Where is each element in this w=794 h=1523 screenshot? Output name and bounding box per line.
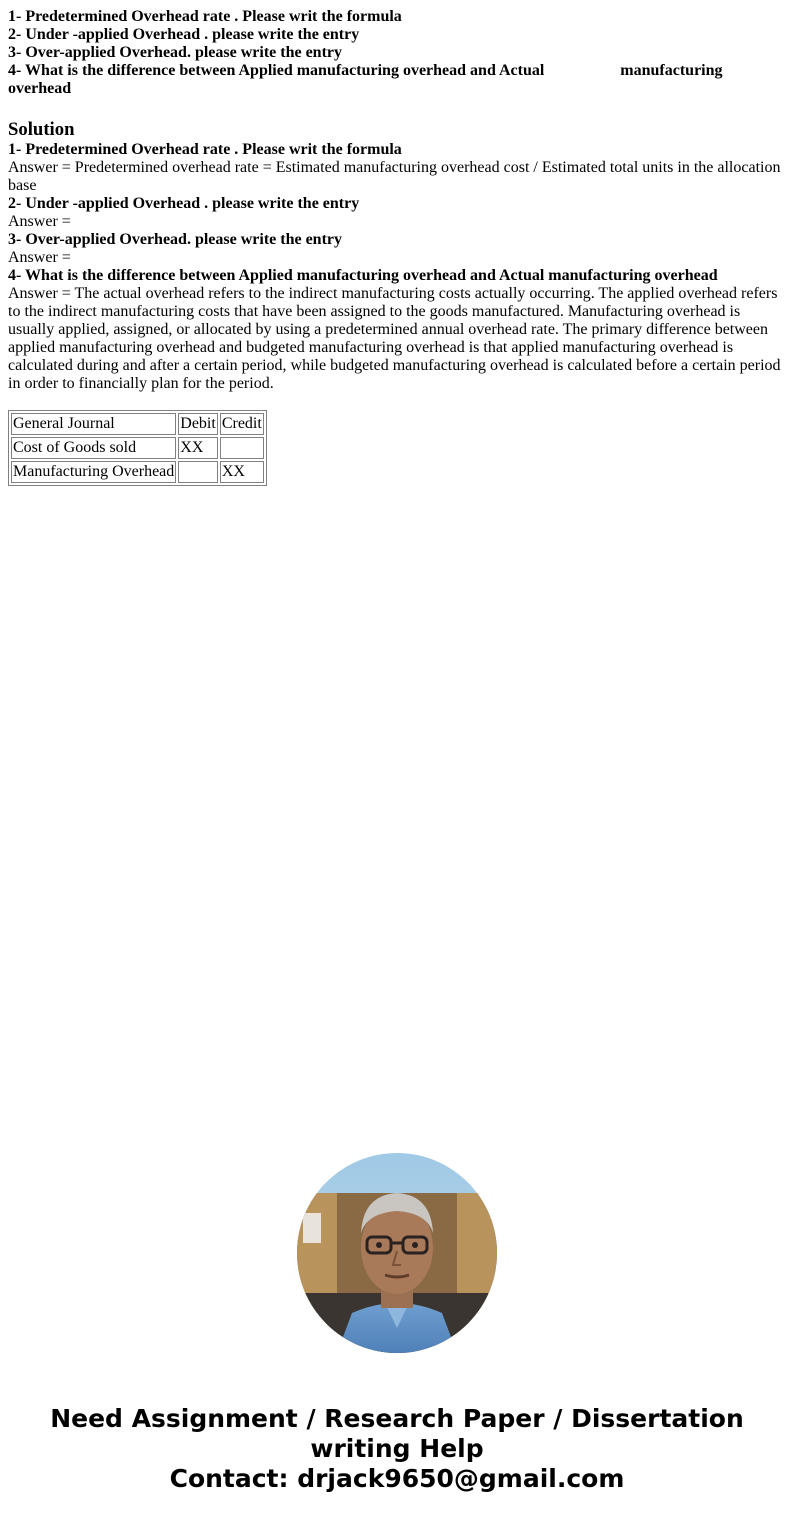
section-4-answer: Answer = The actual overhead refers to the indirect manufacturing costs actually occurring. The applied overhead refers to the indirect manufacturing costs that have been assigned to the goods manufactured. Manufacturing overhead is usually applied, assigned, or allocated by using a predetermined annual overhead rate. The primary difference between applied manufacturing overhead and budgeted manufacturing overhead is that applied manufacturing overhead is calculated during and after a certain period, while budgeted manufacturing overhead is calculated before a certain period in order to financially plan for the period. bbox=[8, 285, 781, 392]
table-header-cell: Debit bbox=[178, 413, 218, 435]
person-photo-icon bbox=[297, 1153, 497, 1353]
solution-heading: Solution bbox=[8, 119, 75, 140]
footer-line-1: Need Assignment / Research Paper / Dissertation bbox=[50, 1404, 744, 1433]
section-2-answer: Answer = bbox=[8, 213, 71, 230]
table-header-row bbox=[11, 413, 264, 435]
question-list bbox=[8, 8, 786, 98]
section-1-answer: Answer = Predetermined overhead rate = Estimated manufacturing overhead cost / Estimated total units in the allocation base bbox=[8, 159, 781, 194]
table-cell: Manufacturing Overhead bbox=[11, 461, 176, 483]
section-4-heading: 4- What is the difference between Applied manufacturing overhead and Actual manufacturing overhead bbox=[8, 267, 718, 284]
question-4-part2: manufacturing overhead bbox=[8, 62, 723, 97]
document-body bbox=[8, 8, 786, 486]
table-cell bbox=[178, 461, 218, 483]
section-2-heading: 2- Under -applied Overhead . please write the entry bbox=[8, 195, 360, 212]
table-row bbox=[11, 437, 264, 459]
journal-table bbox=[8, 410, 267, 486]
table-cell: XX bbox=[220, 461, 264, 483]
table-row bbox=[11, 461, 264, 483]
table-header-cell: General Journal bbox=[11, 413, 176, 435]
table-cell: XX bbox=[178, 437, 218, 459]
footer-contact bbox=[0, 1404, 794, 1494]
section-1-heading: 1- Predetermined Overhead rate . Please writ the formula bbox=[8, 141, 402, 158]
question-4 bbox=[8, 62, 786, 98]
footer-line-3: Contact: drjack9650@gmail.com bbox=[169, 1464, 625, 1493]
section-3-heading: 3- Over-applied Overhead. please write the entry bbox=[8, 231, 343, 248]
table-cell: Cost of Goods sold bbox=[11, 437, 176, 459]
table-cell bbox=[220, 437, 264, 459]
table-header-cell: Credit bbox=[220, 413, 264, 435]
question-2: 2- Under -applied Overhead . please write the entry bbox=[8, 26, 360, 43]
footer-line-2: writing Help bbox=[310, 1434, 484, 1463]
question-1: 1- Predetermined Overhead rate . Please writ the formula bbox=[8, 8, 402, 25]
question-4-part1: 4- What is the difference between Applied manufacturing overhead and Actual bbox=[8, 62, 545, 79]
avatar bbox=[297, 1153, 497, 1353]
question-3: 3- Over-applied Overhead. please write the entry bbox=[8, 44, 343, 61]
section-3-answer: Answer = bbox=[8, 249, 71, 266]
